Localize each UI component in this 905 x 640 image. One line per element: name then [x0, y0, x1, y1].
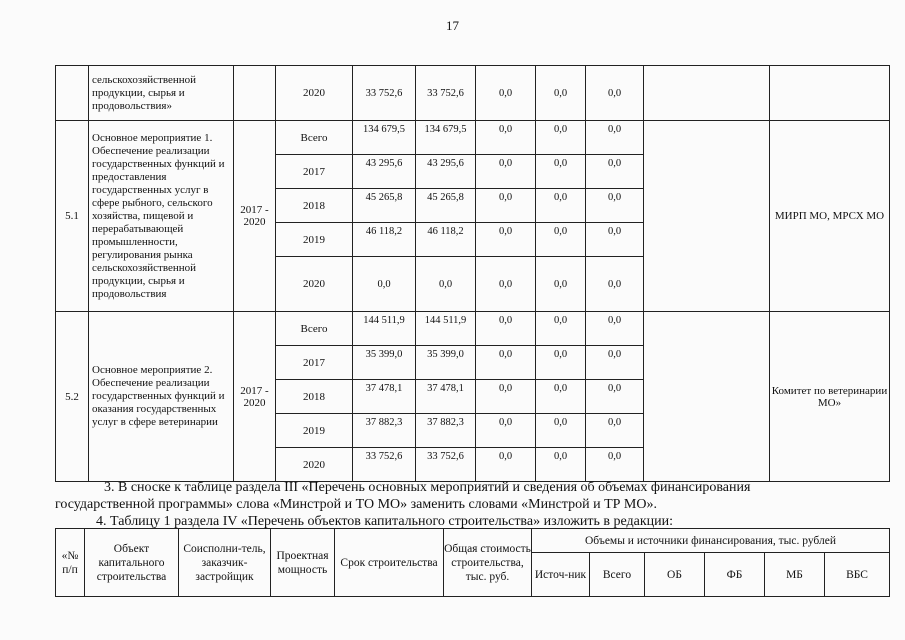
value-cell: 37 478,1: [416, 380, 476, 414]
funding-table: [55, 65, 890, 482]
table-row: [56, 66, 890, 121]
value-cell: 0,0: [586, 380, 644, 414]
value-cell: 0,0: [476, 312, 536, 346]
value-cell: 45 265,8: [353, 189, 416, 223]
executor-cell: Комитет по ветеринарии МО»: [770, 312, 890, 482]
value-cell: 0,0: [476, 223, 536, 257]
header-ob: ОБ: [645, 553, 705, 597]
value-cell: 0,0: [586, 346, 644, 380]
empty-cell: [644, 312, 770, 482]
header-total: Всего: [590, 553, 645, 597]
header-row: [56, 529, 890, 553]
year-cell: 2017: [276, 346, 353, 380]
value-cell: 0,0: [536, 414, 586, 448]
value-cell: 46 118,2: [353, 223, 416, 257]
empty-cell: [644, 66, 770, 121]
header-object: Объект капитального строительства: [85, 529, 179, 597]
value-cell: 134 679,5: [416, 121, 476, 155]
page-number: 17: [446, 18, 459, 33]
header-cost: Общая стоимость строительства, тыс. руб.: [444, 529, 532, 597]
period-cell: [234, 66, 276, 121]
value-cell: 43 295,6: [416, 155, 476, 189]
empty-cell: [770, 66, 890, 121]
row-number-cell: [56, 66, 89, 121]
value-cell: 0,0: [536, 189, 586, 223]
year-cell: 2017: [276, 155, 353, 189]
value-cell: 35 399,0: [353, 346, 416, 380]
value-cell: 0,0: [476, 121, 536, 155]
event-description: Основное мероприятие 1. Обеспечение реализации государственных функций и предоставления государственных услуг в сфере рыбного, сельского хозяйства, пищевой и перерабатывающей промышленности, регулирования рынка сельскохозяйственной продукции, сырья и продовольствия: [89, 121, 234, 312]
value-cell: 0,0: [536, 155, 586, 189]
value-cell: 0,0: [536, 346, 586, 380]
value-cell: 0,0: [476, 189, 536, 223]
value-cell: 0,0: [586, 121, 644, 155]
year-cell: 2018: [276, 380, 353, 414]
value-cell: 0,0: [586, 448, 644, 482]
value-cell: 37 478,1: [353, 380, 416, 414]
value-cell: 46 118,2: [416, 223, 476, 257]
header-capacity: Проектная мощность: [271, 529, 335, 597]
event-description: Основное мероприятие 2. Обеспечение реализации государственных функций и оказания государственных услуг в сфере ветеринарии: [89, 312, 234, 482]
header-source: Источ-ник: [532, 553, 590, 597]
value-cell: 0,0: [586, 312, 644, 346]
header-mb: МБ: [765, 553, 825, 597]
value-cell: 144 511,9: [416, 312, 476, 346]
value-cell: 0,0: [536, 223, 586, 257]
value-cell: 0,0: [586, 66, 644, 121]
value-cell: 0,0: [476, 66, 536, 121]
year-cell: 2020: [276, 448, 353, 482]
value-cell: 0,0: [536, 312, 586, 346]
executor-cell: МИРП МО, МРСХ МО: [770, 121, 890, 312]
table-row: [56, 312, 890, 346]
value-cell: 0,0: [476, 448, 536, 482]
value-cell: 33 752,6: [416, 448, 476, 482]
paragraph-3-line-2: государственной программы» слова «Минстрой и ТО МО» заменить словами «Минстрой и ТР МО».: [55, 497, 657, 512]
header-term: Срок строительства: [335, 529, 444, 597]
value-cell: 144 511,9: [353, 312, 416, 346]
year-cell: Всего: [276, 121, 353, 155]
header-coexecutor: Соисполни-тель, заказчик-застройщик: [179, 529, 271, 597]
value-cell: 0,0: [586, 189, 644, 223]
paragraph-3-line-1: 3. В сноске к таблице раздела III «Перечень основных мероприятий и сведения об объемах финансирования: [104, 480, 751, 495]
empty-cell: [644, 121, 770, 312]
year-cell: 2020: [276, 66, 353, 121]
year-cell: Всего: [276, 312, 353, 346]
header-vbs: ВБС: [825, 553, 890, 597]
capital-construction-table: [55, 528, 890, 597]
value-cell: 0,0: [476, 380, 536, 414]
year-cell: 2018: [276, 189, 353, 223]
period-cell: 2017 - 2020: [234, 312, 276, 482]
section-number: 5.1: [56, 121, 89, 312]
year-cell: 2019: [276, 414, 353, 448]
period-cell: 2017 - 2020: [234, 121, 276, 312]
header-funding: Объемы и источники финансирования, тыс. рублей: [532, 529, 890, 553]
value-cell: 0,0: [353, 257, 416, 312]
value-cell: 0,0: [586, 155, 644, 189]
value-cell: 33 752,6: [353, 448, 416, 482]
value-cell: 0,0: [586, 414, 644, 448]
value-cell: 0,0: [416, 257, 476, 312]
paragraph-4: 4. Таблицу 1 раздела IV «Перечень объектов капитального строительства» изложить в редакции:: [96, 514, 674, 529]
value-cell: 0,0: [476, 346, 536, 380]
table-row: [56, 121, 890, 155]
year-cell: 2020: [276, 257, 353, 312]
value-cell: 0,0: [476, 414, 536, 448]
value-cell: 0,0: [536, 257, 586, 312]
year-cell: 2019: [276, 223, 353, 257]
section-number: 5.2: [56, 312, 89, 482]
value-cell: 0,0: [476, 155, 536, 189]
value-cell: 0,0: [536, 448, 586, 482]
value-cell: 0,0: [586, 223, 644, 257]
value-cell: 134 679,5: [353, 121, 416, 155]
value-cell: 0,0: [536, 380, 586, 414]
event-description: сельскохозяйственной продукции, сырья и продовольствия»: [89, 66, 234, 121]
value-cell: 35 399,0: [416, 346, 476, 380]
value-cell: 33 752,6: [353, 66, 416, 121]
value-cell: 43 295,6: [353, 155, 416, 189]
value-cell: 0,0: [476, 257, 536, 312]
value-cell: 45 265,8: [416, 189, 476, 223]
value-cell: 33 752,6: [416, 66, 476, 121]
header-num: «№ п/п: [56, 529, 85, 597]
value-cell: 37 882,3: [353, 414, 416, 448]
value-cell: 0,0: [536, 66, 586, 121]
value-cell: 37 882,3: [416, 414, 476, 448]
value-cell: 0,0: [586, 257, 644, 312]
value-cell: 0,0: [536, 121, 586, 155]
header-fb: ФБ: [705, 553, 765, 597]
